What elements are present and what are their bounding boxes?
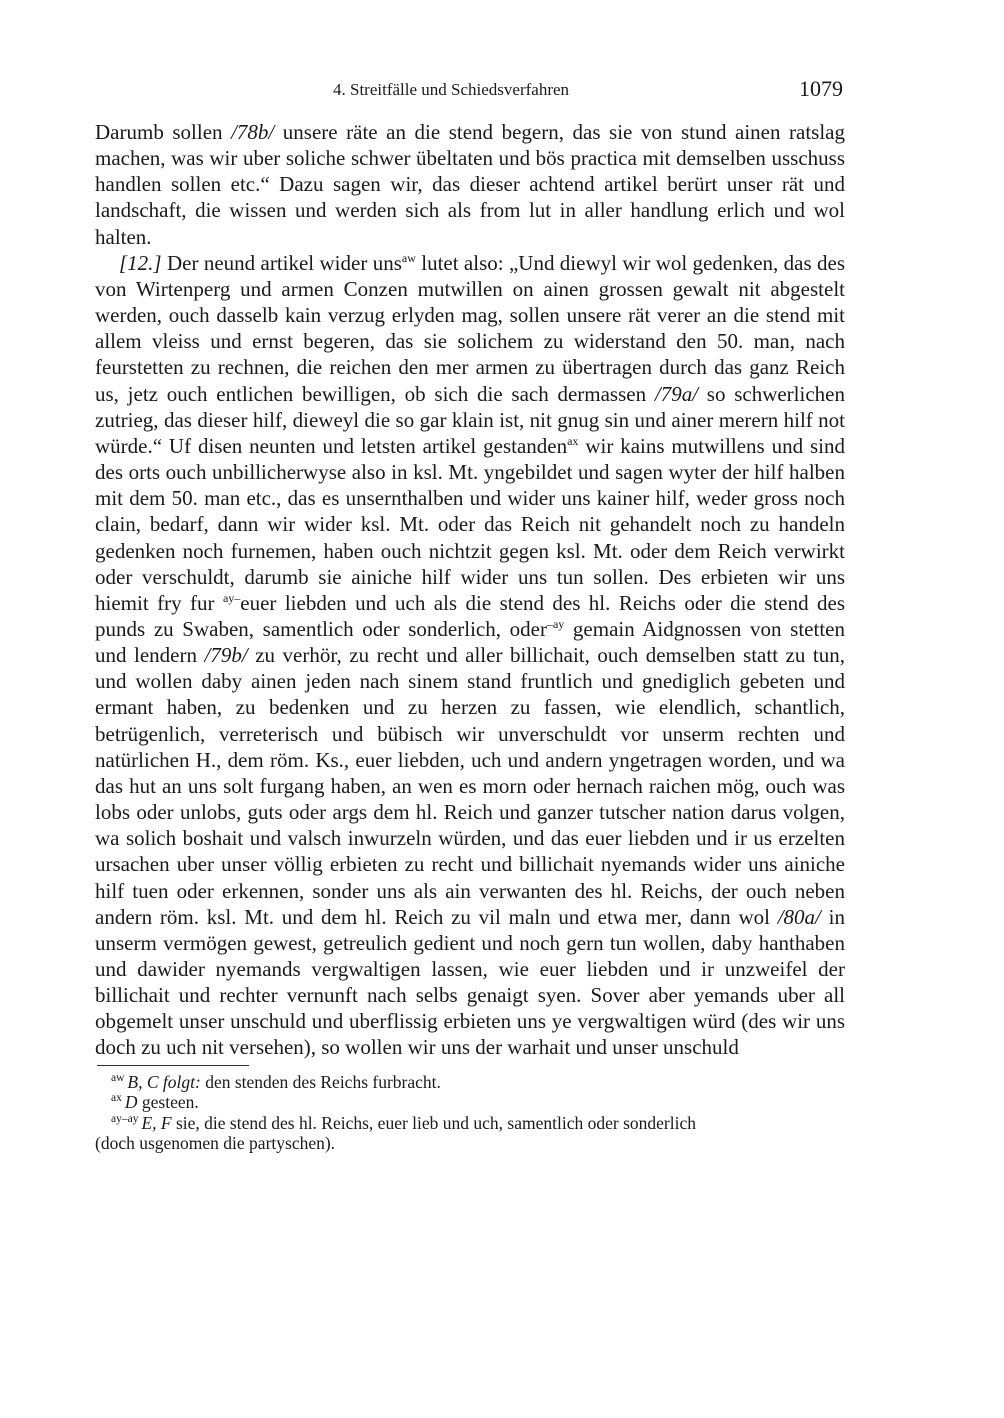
footnote-ref: ax xyxy=(567,434,579,449)
text-run: Darumb sollen xyxy=(95,120,232,144)
footnote-mark: ay–ay xyxy=(111,1112,139,1125)
page-content xyxy=(95,78,845,1154)
page-number: 1079 xyxy=(799,76,843,101)
folio-marker: /79a/ xyxy=(654,381,699,406)
paragraph-1 xyxy=(95,119,845,250)
footnote-sigla: E, F xyxy=(141,1112,172,1133)
folio-marker: /79b/ xyxy=(204,643,248,668)
footnote-mark: aw xyxy=(111,1071,125,1084)
article-number: [12.] xyxy=(119,250,162,275)
text-run: wir kains mutwillens und sind des orts ouch unbillicherwyse also in ksl. Mt. yngebildet und sagen wyter der hilf halben mit dem 50. man etc., das es unsernthalben und wider uns kainer hilf, weder gross noch clain, bedarf, dann wir wider ksl. Mt. oder das Reich nit gehandelt noch zu handeln gedenken noch furnemen, haben ouch nichtzit gegen ksl. Mt. oder dem Reich verwirkt oder verschuldt, darumb sie ainiche hilf wider uns tun sollen. Des erbieten wir uns hiemit fry fur xyxy=(95,433,845,615)
text-run: in unserm vermögen gewest, getreulich gedient und noch gern tun wollen, daby hanthaben und dawider nyemands vergwaltigen lassen, wie euer liebden und ir unzweifel der billichait und rechter vernunft nach selbs genaigt syen. Sover aber yemands uber all obgemelt unser unschuld und uberflissig erbieten uns ye vergwaltigen würd (des wir uns doch zu uch nit versehen), so wollen wir uns der warhait und unser unschuld xyxy=(95,904,845,1060)
footnote-sigla: B, C folgt: xyxy=(127,1071,201,1092)
footnote-text: sie, die stend des hl. Reichs, euer lieb und uch, samentlich oder sonderlich xyxy=(171,1112,696,1133)
footnote-ref: ay– xyxy=(222,591,241,606)
folio-marker: /78b/ xyxy=(231,120,275,144)
footnote-continuation: (doch usgenomen die partyschen). xyxy=(95,1133,336,1154)
folio-marker: /80a/ xyxy=(777,904,821,929)
text-run: gemain Aidgnossen von stetten und lendern xyxy=(95,616,845,668)
running-header xyxy=(95,78,845,108)
text-run: so schwerlichen zutrieg, das dieser hilf, dieweyl die so gar klain ist, nit gnug sin und ainer merern hilf not würde.“ Uf disen neunten und letsten artikel gestanden xyxy=(95,381,845,458)
footnotes xyxy=(95,1072,845,1154)
footnote-mark: ax xyxy=(111,1092,122,1105)
footnote-ref: –ay xyxy=(546,617,565,632)
footnote xyxy=(95,1092,845,1113)
footnote-ref: aw xyxy=(401,250,416,265)
text-run: unsere räte an die stend begern, das sie von stund ainen ratslag machen, was wir uber soliche schwer übeltaten und bös practica mit demselben usschuss handlen sollen etc.“ Dazu sagen wir, das dieser achtend artikel berürt unser rät und landschaft, die wissen und werden sich als from lut in aller handlung erlich und wol halten. xyxy=(95,120,845,249)
text-run: lutet also: „Und diewyl wir wol gedenken, das des von Wirtenperg und armen Conzen mutwillen on ainen grossen gewalt nit abgestelt werden, ouch dasselb kain verzug erlyden mag, sollen unsere rät verer an die stend mit allem vleiss und ernst begeren, das sie solichem zu widerstand den 50. man, nach feurstetten zu rechnen, die reichen den mer armen zu übertragen durch das ganz Reich us, jetz ouch entlichen bewilligen, ob sich die sach dermassen xyxy=(95,250,845,406)
footnote xyxy=(95,1072,845,1093)
footnote xyxy=(95,1113,845,1134)
main-text xyxy=(95,119,845,1061)
paragraph-2 xyxy=(95,250,845,1061)
running-title: 4. Streitfälle und Schiedsverfahren xyxy=(333,80,570,99)
text-run: Der neund artikel wider uns xyxy=(161,250,402,275)
text-run: euer liebden und uch als die stend des hl. Reichs oder die stend des punds zu Swaben, samentlich oder sonderlich, oder xyxy=(95,590,845,641)
footnote-sigla: D xyxy=(124,1092,138,1113)
footnote-text: gesteen. xyxy=(137,1092,199,1113)
footnote-rule xyxy=(97,1065,249,1066)
footnote-text: den stenden des Reichs furbracht. xyxy=(200,1071,441,1092)
text-run: zu verhör, zu recht und aller billichait, ouch demselben statt zu tun, und wollen daby ainen jeden nach sinem stand fruntlich und gnediglich gebeten und ermant haben, zu bedenken und zu herzen zu fassen, wie elendlich, schantlich, betrügenlich, verreterisch und bübisch wir unverschuldt vor unserm rechten und natürlichen H., dem röm. Ks., euer liebden, uch und andern yngetragen worden, und wa das hut an uns solt furgang haben, an wen es morn oder hernach raichen mög, ouch was lobs oder unlobs, guts oder args dem hl. Reich und ganzer tutscher nation darus volgen, wa solich boshait und valsch inwurzeln würden, und das euer liebden und ir us erzelten ursachen uber unser völlig erbieten zu recht und billichait nyemands wider uns ainiche hilf tuen oder erkennen, sonder uns als ain verwanten des hl. Reichs, der ouch neben andern röm. ksl. Mt. und dem hl. Reich zu vil maln und etwa mer, dann wol xyxy=(95,643,845,929)
